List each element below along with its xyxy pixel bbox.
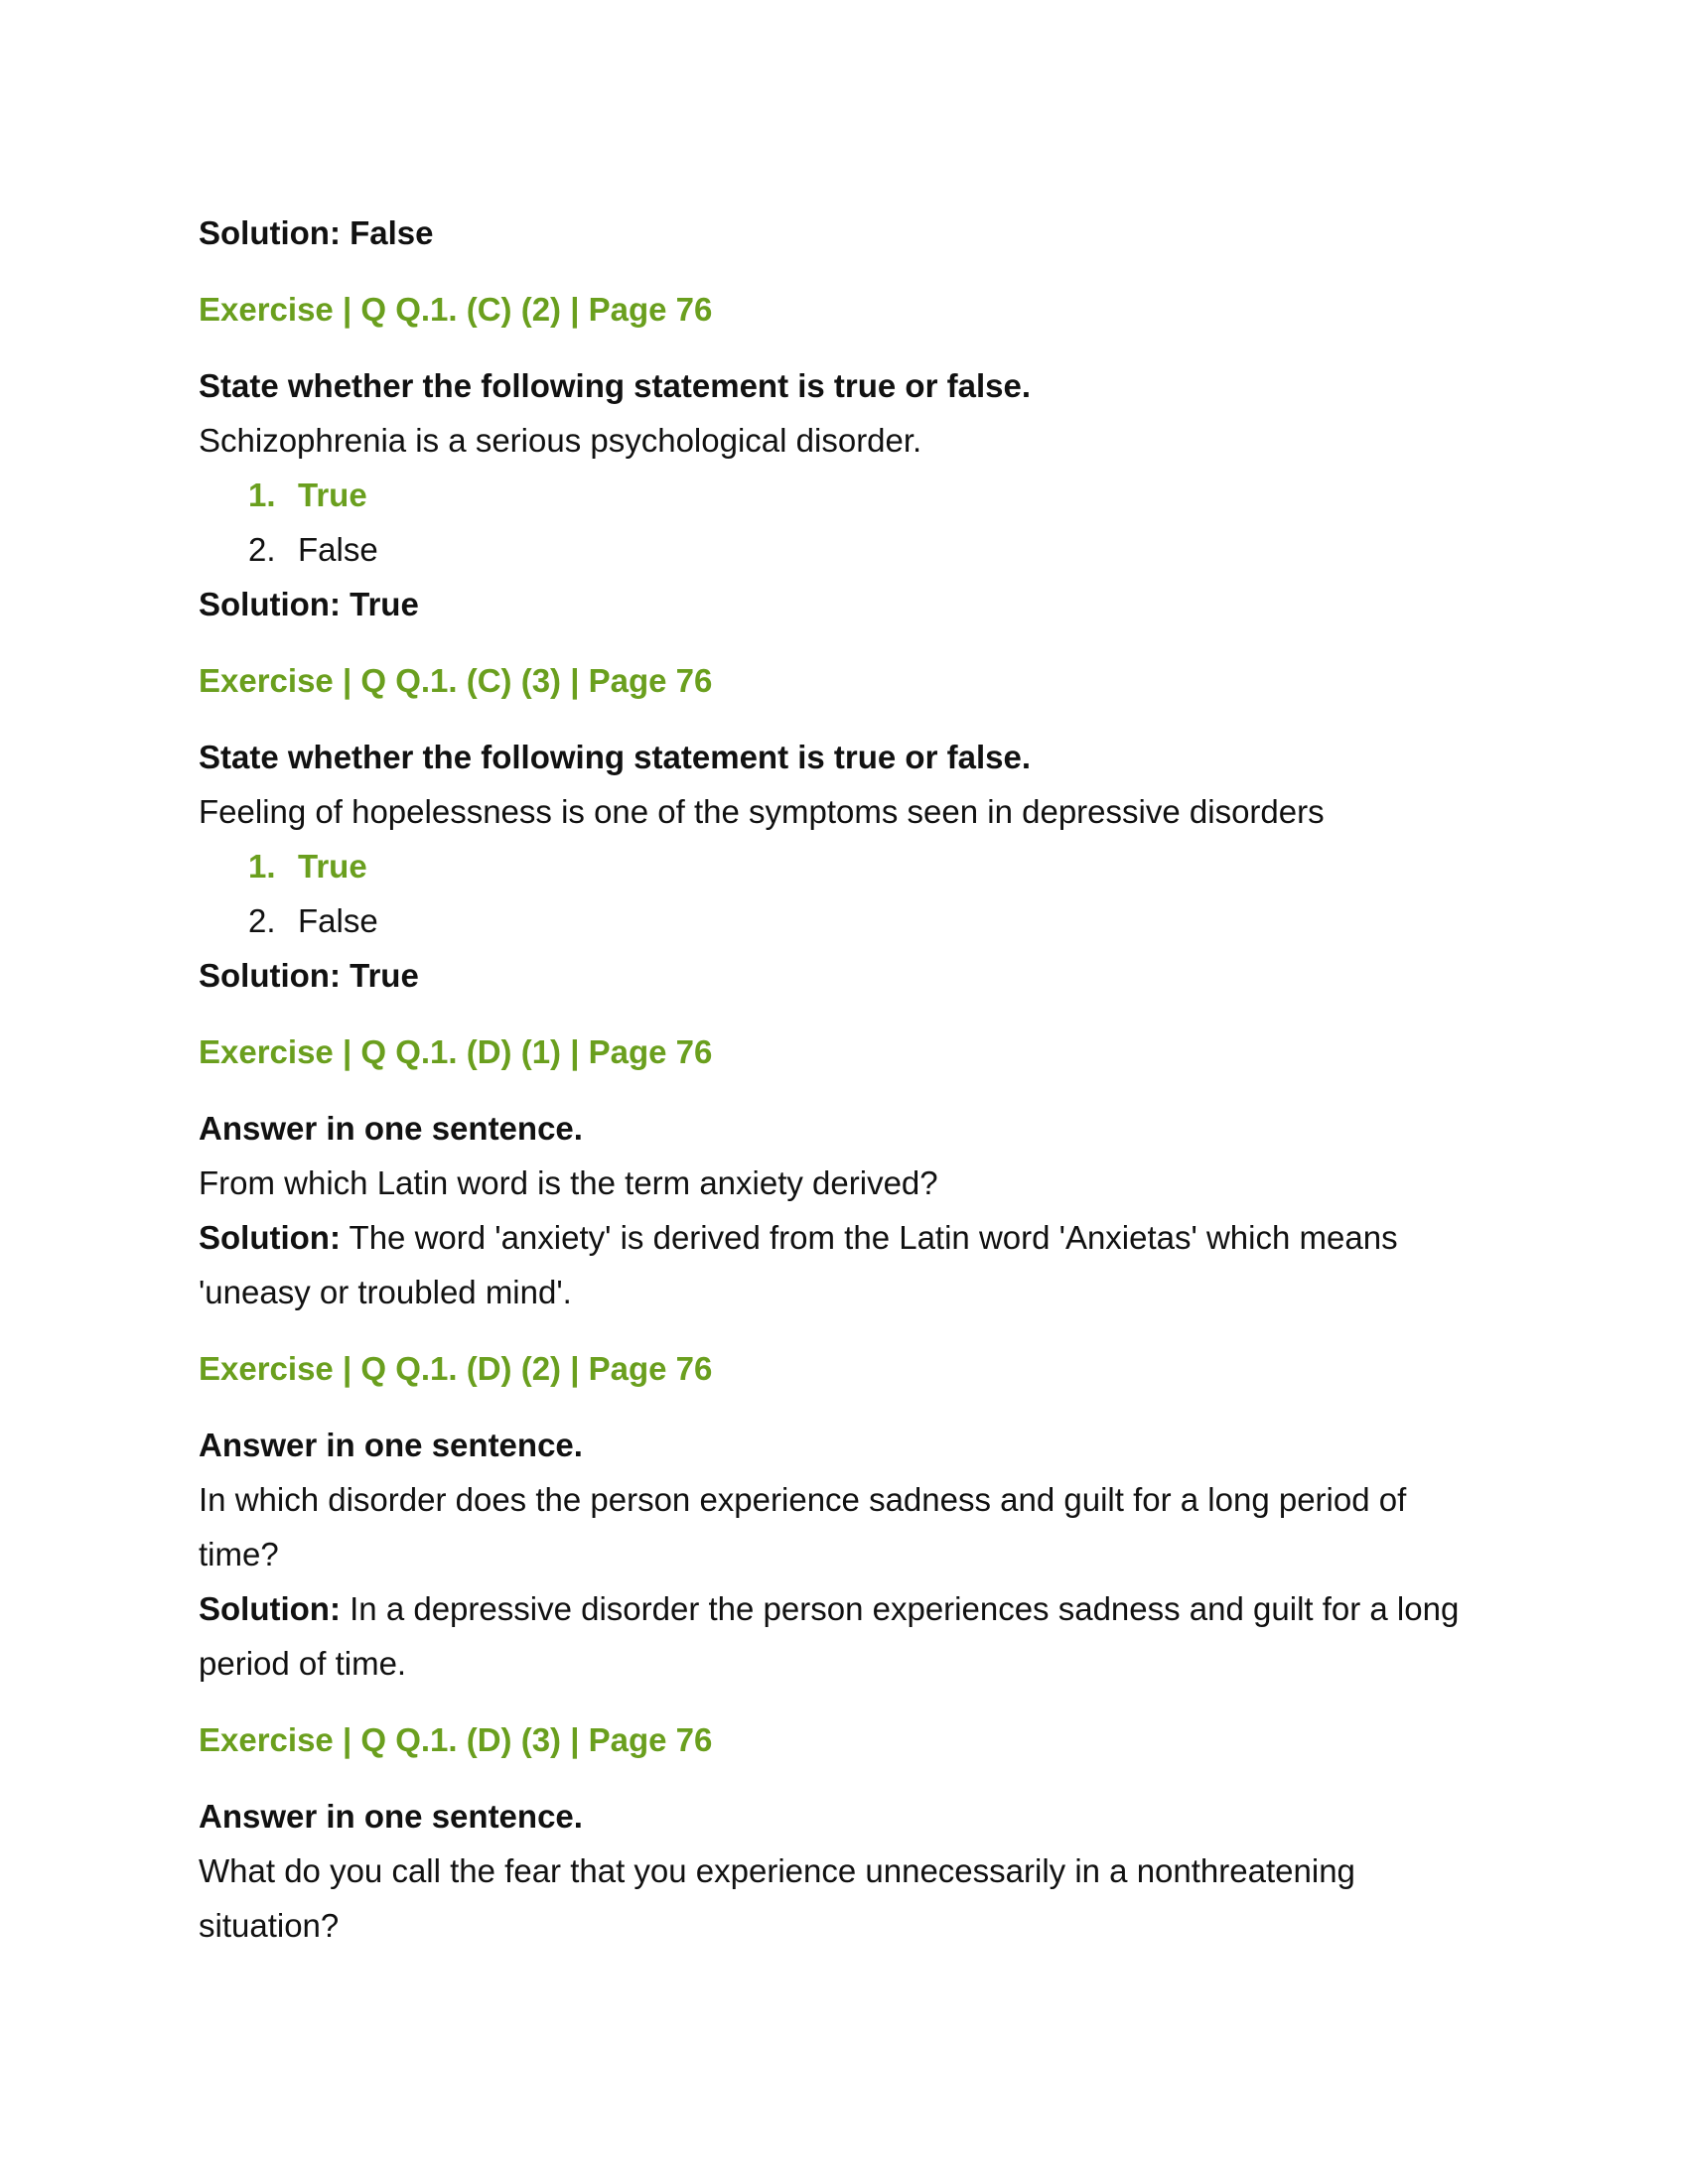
solution-line: Solution: True — [199, 957, 419, 994]
exercise-header: Exercise | Q Q.1. (C) (2) | Page 76 — [199, 291, 713, 328]
question-text: What do you call the fear that you experience unnecessarily in a nonthreatening — [199, 1852, 1355, 1889]
option-label: True — [298, 477, 367, 513]
solution-text-continued: 'uneasy or troubled mind'. — [199, 1274, 572, 1310]
option-item — [248, 847, 367, 887]
exercise-header: Exercise | Q Q.1. (D) (1) | Page 76 — [199, 1033, 713, 1070]
exercise-header: Exercise | Q Q.1. (D) (3) | Page 76 — [199, 1721, 713, 1758]
option-label: True — [298, 848, 367, 885]
question-text: Feeling of hopelessness is one of the symptoms seen in depressive disorders — [199, 793, 1325, 830]
solution-line — [199, 1589, 1459, 1629]
option-item — [248, 901, 378, 941]
question-text: In which disorder does the person experience sadness and guilt for a long period of — [199, 1481, 1407, 1518]
question-prompt: State whether the following statement is true or false. — [199, 739, 1031, 775]
option-label: False — [298, 902, 378, 939]
solution-line: Solution: True — [199, 586, 419, 622]
solution-text: In a depressive disorder the person experiences sadness and guilt for a long — [350, 1590, 1460, 1627]
question-prompt: Answer in one sentence. — [199, 1798, 583, 1835]
exercise-header: Exercise | Q Q.1. (C) (3) | Page 76 — [199, 662, 713, 699]
question-text-continued: time? — [199, 1536, 279, 1572]
option-label: False — [298, 531, 378, 568]
question-prompt: Answer in one sentence. — [199, 1110, 583, 1147]
question-text: Schizophrenia is a serious psychological disorder. — [199, 422, 922, 459]
solution-text-continued: period of time. — [199, 1645, 407, 1682]
question-text-continued: situation? — [199, 1907, 340, 1944]
option-number: 2. — [248, 531, 276, 568]
solution-label: Solution: — [199, 1219, 341, 1256]
option-item — [248, 476, 367, 515]
question-prompt: State whether the following statement is true or false. — [199, 367, 1031, 404]
option-item — [248, 530, 378, 570]
question-text: From which Latin word is the term anxiety derived? — [199, 1164, 938, 1201]
exercise-header: Exercise | Q Q.1. (D) (2) | Page 76 — [199, 1350, 713, 1387]
solution-label: Solution: — [199, 1590, 341, 1627]
solution-text: The word 'anxiety' is derived from the Latin word 'Anxietas' which means — [349, 1219, 1398, 1256]
question-prompt: Answer in one sentence. — [199, 1427, 583, 1463]
option-number: 2. — [248, 902, 276, 939]
option-number: 1. — [248, 848, 276, 885]
option-number: 1. — [248, 477, 276, 513]
solution-line: Solution: False — [199, 214, 434, 251]
solution-line — [199, 1218, 1398, 1258]
